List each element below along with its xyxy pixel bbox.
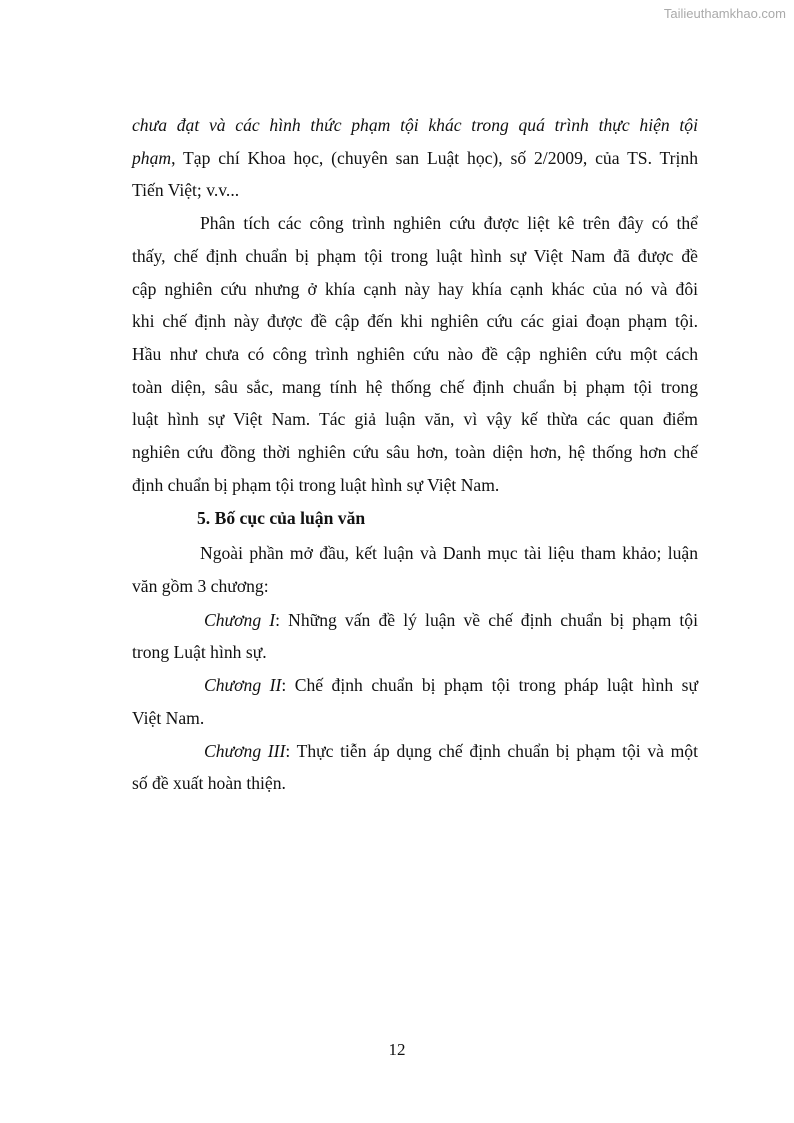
reference-line bbox=[132, 142, 698, 175]
chapter-label: Chương II bbox=[204, 675, 282, 695]
chapter-2-line-2: Việt Nam. bbox=[132, 708, 205, 728]
watermark: Tailieuthamkhao.com bbox=[663, 6, 786, 21]
chapter-1-line bbox=[204, 604, 698, 637]
section-heading: 5. Bố cục của luận văn bbox=[197, 508, 366, 528]
paragraph-line: toàn diện, sâu sắc, mang tính hệ thống chế định chuẩn bị phạm tội trong bbox=[132, 377, 698, 397]
chapter-2-line bbox=[204, 669, 698, 702]
chapter-3-line-2: số đề xuất hoàn thiện. bbox=[132, 773, 286, 793]
chapter-description: : Chế định chuẩn bị phạm tội trong pháp luật hình sự bbox=[281, 675, 698, 695]
chapter-description: : Thực tiễn áp dụng chế định chuẩn bị phạm tội và một bbox=[285, 741, 698, 761]
paragraph-line: khi chế định này được đề cập đến khi nghiên cứu các giai đoạn phạm tội. bbox=[132, 311, 698, 331]
chapter-description: : Những vấn đề lý luận về chế định chuẩn bị phạm tội bbox=[275, 610, 698, 630]
chapter-label: Chương I bbox=[204, 610, 276, 630]
reference-title-italic: phạm bbox=[132, 148, 172, 168]
reference-line: chưa đạt và các hình thức phạm tội khác trong quá trình thực hiện tội bbox=[132, 115, 698, 135]
paragraph-line: cập nghiên cứu nhưng ở khía cạnh này hay khía cạnh khác của nó và đôi bbox=[132, 279, 698, 299]
page-number: 12 bbox=[388, 1040, 406, 1059]
paragraph-line: Ngoài phần mở đầu, kết luận và Danh mục tài liệu tham khảo; luận bbox=[200, 543, 698, 563]
paragraph-line: định chuẩn bị phạm tội trong luật hình sự Việt Nam. bbox=[132, 475, 500, 495]
paragraph-line: nghiên cứu đồng thời nghiên cứu sâu hơn, toàn diện hơn, hệ thống hơn chế bbox=[132, 442, 698, 462]
reference-source: , Tạp chí Khoa học, (chuyên san Luật học), số 2/2009, của TS. Trịnh bbox=[171, 148, 698, 168]
paragraph-line: luật hình sự Việt Nam. Tác giả luận văn, vì vậy kế thừa các quan điểm bbox=[132, 409, 698, 429]
chapter-3-line bbox=[204, 735, 698, 768]
paragraph-line: thấy, chế định chuẩn bị phạm tội trong luật hình sự Việt Nam đã được đề bbox=[132, 246, 698, 266]
chapter-label: Chương III bbox=[204, 741, 286, 761]
paragraph-line: Phân tích các công trình nghiên cứu được liệt kê trên đây có thể bbox=[200, 213, 698, 233]
chapter-1-line-2: trong Luật hình sự. bbox=[132, 642, 267, 662]
paragraph-line: Hầu như chưa có công trình nghiên cứu nào đề cập nghiên cứu một cách bbox=[132, 344, 698, 364]
paragraph-line: văn gồm 3 chương: bbox=[132, 576, 269, 596]
reference-line: Tiến Việt; v.v... bbox=[132, 180, 240, 200]
